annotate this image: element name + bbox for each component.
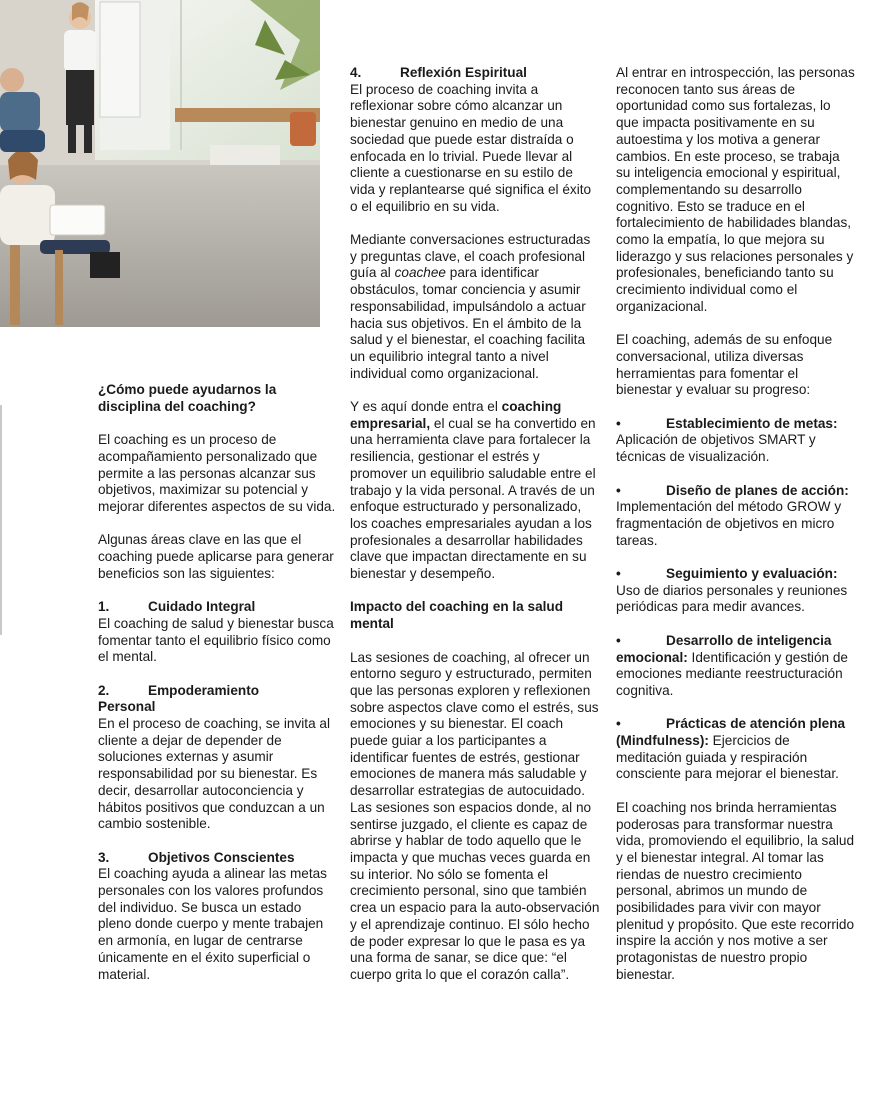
item-title: Empoderamiento: [148, 682, 260, 698]
item-3: [98, 850, 336, 984]
tools-intro-paragraph: El coaching, además de su enfoque conversacional, utiliza diversas herramientas para fomentar el bienestar y evaluar su progreso:: [616, 332, 833, 398]
tool-bullet-2: [616, 483, 856, 550]
tool-bullet-1: [616, 416, 856, 466]
bullet-icon: •: [616, 482, 621, 498]
section-title: ¿Cómo puede ayudarnos la disciplina del coaching?: [98, 382, 277, 414]
mental-health-paragraph: Las sesiones de coaching, al ofrecer un entorno seguro y estructurado, permiten que las personas exploren y reflexionen sobre aspectos clave como el estrés, sus emociones y su bienestar. El coach puede guiar a los participantes a identificar fuentes de estrés, gestionar emociones de manera más saludable y desarrollar estrategias de autocuidado. Las sesiones son espacios donde, al no sentirse juzgado, el cliente es capaz de abrirse y hablar de todo aquello que le impacta y que muchas veces guarda en su interior. No sólo se fomenta el crecimiento personal, sino que también crea un espacio para la auto-observación y el aprendizaje continuo. El sólo hecho de poder expresar lo que le pasa es ya una forma de sanar, se dice que: “el cuerpo grita lo que el corazón calla”.: [350, 649, 600, 982]
item-body: En el proceso de coaching, se invita al cliente a dejar de depender de soluciones externas y asumir responsabilidad por su bienestar. Es decir, desarrollar autoconciencia y hábitos positivos que conduzcan a un cambio sostenible.: [98, 716, 330, 832]
bullet-body: Aplicación de objetivos SMART y técnicas de visualización.: [616, 432, 816, 465]
item-title: Cuidado Integral: [148, 599, 256, 615]
bullet-heading: Desarrollo de inteligencia: [666, 632, 832, 648]
areas-intro-paragraph: Algunas áreas clave en las que el coaching puede aplicarse para generar beneficios son las siguientes:: [98, 532, 334, 581]
item-number: 3.: [98, 849, 110, 865]
coach-guidance-paragraph: [350, 232, 600, 382]
bullet-body: Uso de diarios personales y reuniones periódicas para medir avances.: [616, 582, 848, 615]
item-number: 2.: [98, 682, 110, 698]
bullet-heading: Establecimiento de metas:: [666, 415, 838, 431]
item-number: 4.: [350, 65, 362, 80]
item-title: Objetivos Conscientes: [148, 849, 295, 865]
bullet-heading-continued: (Mindfulness):: [616, 733, 709, 749]
bullet-icon: •: [616, 566, 621, 582]
tool-bullet-3: [616, 566, 856, 616]
bullet-icon: •: [616, 415, 621, 431]
item-body: El proceso de coaching invita a reflexionar sobre cómo alcanzar un bienestar genuino en medio de una sociedad que puede estar distraída o enfocada en lo trivial. Puede llevar al cliente a cuestionarse en su estilo de vida y replantearse qué significa el éxito o el equilibrio en su vida.: [350, 81, 592, 214]
bullet-body: Implementación del método GROW y fragmentación de objetivos en micro tareas.: [616, 499, 842, 548]
item-number: 1.: [98, 599, 110, 615]
paragraph-text: el cual se ha convertido en una herramienta clave para fortalecer la resiliencia, gestionar el estrés y promover un equilibrio saludable entre el trabajo y la vida personal. A través de un enfoque estructurado y personalizado, los coaches empresariales ayudan a los profesionales a desarrollar habilidades clave que impactan directamente en su bienestar y desempeño.: [350, 415, 596, 582]
tool-bullet-5: [616, 716, 856, 783]
intro-paragraph: El coaching es un proceso de acompañamiento personalizado que permite a las personas alcanzar sus objetivos, maximizar su potencial y mejorar diferentes aspectos de su vida.: [98, 432, 336, 514]
item-body: El coaching de salud y bienestar busca fomentar tanto el equilibrio físico como el mental.: [98, 615, 334, 665]
paragraph-text: Y es aquí donde entra el: [350, 399, 502, 415]
bullet-icon: •: [616, 716, 621, 732]
bullet-heading: Prácticas de atención plena: [666, 716, 846, 732]
tool-bullet-4: [616, 633, 856, 700]
item-2: [98, 683, 336, 833]
closing-paragraph: El coaching nos brinda herramientas poderosas para transformar nuestra vida, promoviendo el equilibrio, la salud y el bienestar integral. Al tomar las riendas de nuestro crecimiento personal, abrimos un mundo de posibilidades para vivir con mayor plenitud y propósito. Que este recorrido inspire la acción y nos motive a ser protagonistas de nuestro propio bienestar.: [616, 799, 855, 982]
item-body: El coaching ayuda a alinear las metas personales con los valores profundos del individuo. Se busca un estado pleno donde cuerpo y mente trabajen en armonía, en lugar de centrarse únicamente en el éxito superficial o material.: [98, 866, 327, 982]
coaching-session-photo: [0, 0, 320, 327]
column-1: [98, 382, 336, 1000]
paragraph-text: Mediante conversaciones estructuradas y preguntas clave, el coach profesional guía al: [350, 232, 591, 281]
bullet-body: Identificación y gestión de emociones mediante reestructuración cognitiva.: [616, 649, 848, 698]
subsection-title: Impacto del coaching en la salud mental: [350, 599, 564, 632]
bullet-heading: Seguimiento y evaluación:: [666, 566, 838, 582]
coachee-term: coachee: [394, 265, 446, 281]
column-2: [350, 65, 600, 1000]
business-coaching-term: coaching empresarial,: [350, 399, 562, 431]
bullet-icon: •: [616, 632, 621, 648]
page-edge-marker: [0, 405, 2, 635]
bullet-body: Ejercicios de meditación guiada y respiración consciente para mejorar el bienestar.: [616, 733, 839, 782]
column-3: [616, 65, 856, 1000]
introspection-paragraph: Al entrar en introspección, las personas reconocen tanto sus áreas de oportunidad como sus fortalezas, lo que impacta positivamente en su autoestima y los motiva a generar cambios. En este proceso, se trabaja su inteligencia emocional y espiritual, complementando su desarrollo cognitivo. Esto se traduce en el fortalecimiento de habilidades blandas, como la empatía, lo que mejora su liderazgo y sus relaciones personales y profesionales, beneficiando tanto su crecimiento individual como el organizacional.: [616, 65, 855, 314]
paragraph-text: para identificar obstáculos, tomar conciencia y asumir responsabilidad, impulsándolo a actuar hacia sus objetivos. En el ámbito de la salud y el bienestar, el coaching facilita un equilibrio integral tanto a nivel individual como organizacional.: [350, 265, 586, 381]
bullet-heading: Diseño de planes de acción:: [666, 482, 849, 498]
item-4: [350, 65, 600, 215]
item-1: [98, 599, 336, 666]
business-coaching-paragraph: [350, 399, 600, 583]
item-title-continued: Personal: [98, 699, 156, 715]
bullet-heading-continued: emocional:: [616, 649, 688, 665]
item-title: Reflexión Espiritual: [400, 65, 527, 80]
